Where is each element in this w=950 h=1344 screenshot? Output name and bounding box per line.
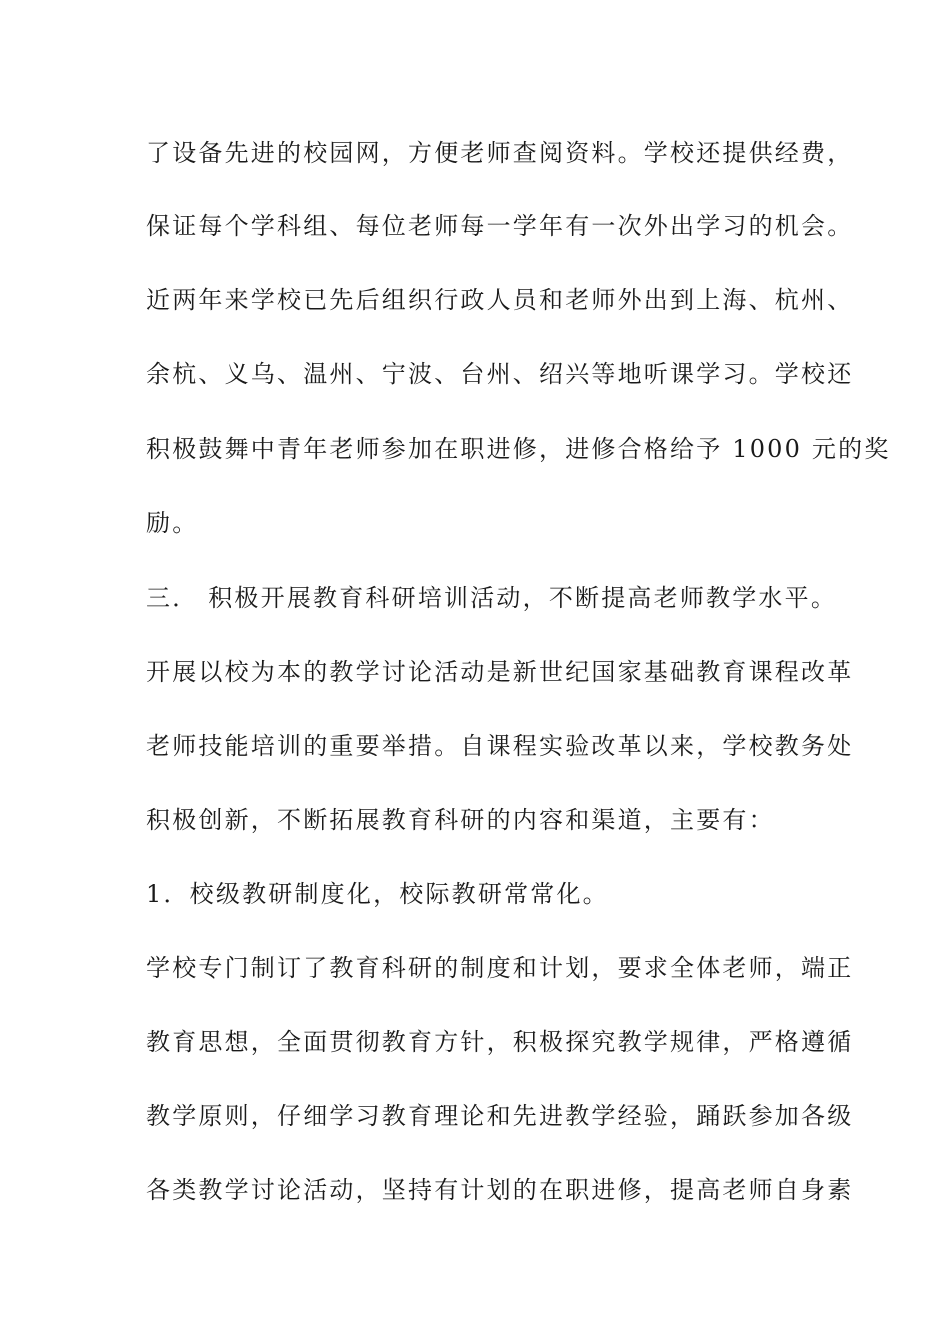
text-line: 各类教学讨论活动，坚持有计划的在职进修，提高老师自身素 xyxy=(146,1176,854,1204)
text-line: 保证每个学科组、每位老师每一学年有一次外出学习的机会。 xyxy=(146,212,854,240)
text-line: 余杭、义乌、温州、宁波、台州、绍兴等地听课学习。学校还 xyxy=(146,360,854,388)
text-line: 了设备先进的校园网，方便老师查阅资料。学校还提供经费， xyxy=(146,139,854,167)
text-line: 励。 xyxy=(146,509,199,537)
text-line: 开展以校为本的教学讨论活动是新世纪国家基础教育课程改革 xyxy=(146,658,854,686)
text-line: 教育思想，全面贯彻教育方针，积极探究教学规律，严格遵循 xyxy=(146,1028,854,1056)
text-line: 积极创新，不断拓展教育科研的内容和渠道，主要有： xyxy=(146,806,775,834)
text-line: 教学原则，仔细学习教育理论和先进教学经验，踊跃参加各级 xyxy=(146,1102,854,1130)
text-line: 近两年来学校已先后组织行政人员和老师外出到上海、杭州、 xyxy=(146,286,854,314)
text-line: 老师技能培训的重要举措。自课程实验改革以来，学校教务处 xyxy=(146,732,854,760)
text-line: 学校专门制订了教育科研的制度和计划，要求全体老师，端正 xyxy=(146,954,854,982)
subsection-heading: 1．校级教研制度化，校际教研常常化。 xyxy=(146,880,609,908)
text-line: 积极鼓舞中青年老师参加在职进修，进修合格给予 1000 元的奖 xyxy=(146,435,891,463)
section-heading: 三． 积极开展教育科研培训活动，不断提高老师教学水平。 xyxy=(146,584,838,612)
